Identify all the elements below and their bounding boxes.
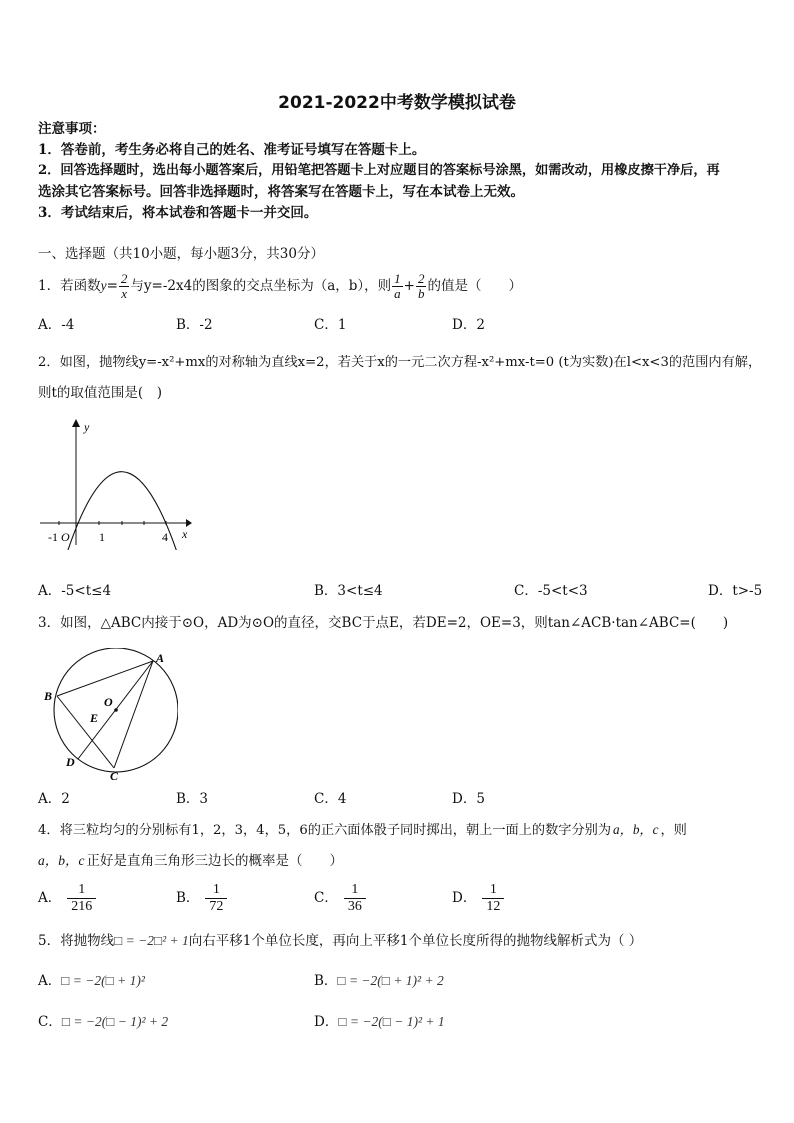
origin-label: O (61, 530, 70, 544)
q1-prefix: 1．若函数 (38, 278, 101, 294)
fraction-numerator: 1 (394, 271, 401, 286)
fraction-numerator: 1 (67, 882, 96, 899)
option-fraction (205, 882, 227, 915)
q1-mid: 与y=-2x4的图象的交点坐标为（a，b），则 (130, 278, 392, 294)
q4-option-a[interactable] (38, 878, 96, 918)
q1-option-c[interactable]: C．1 (314, 317, 347, 333)
q3-option-c[interactable]: C．4 (314, 791, 347, 807)
q4-option-b[interactable] (176, 878, 227, 918)
option-label: B． (314, 973, 338, 989)
notice-item: 1．答卷前，考生务必将自己的姓名、准考证号填写在答题卡上。 (38, 142, 426, 158)
x-axis-arrow (186, 519, 192, 527)
x-label: x (182, 527, 188, 541)
circle-figure (38, 648, 178, 784)
notice-heading: 注意事项： (38, 121, 106, 137)
fraction-numerator: 1 (482, 882, 504, 899)
y-label: y (84, 420, 90, 434)
option-fraction (67, 882, 96, 915)
q5-option-a[interactable] (38, 972, 145, 990)
section-heading: 一、选择题（共10小题，每小题3分，共30分） (38, 246, 324, 262)
option-expression: □ = −2(□ − 1)² + 1 (338, 1014, 445, 1029)
fraction-numerator: 2 (120, 271, 128, 286)
q1-fraction-3 (416, 272, 427, 301)
point-a-label: A (156, 651, 165, 665)
center-point (114, 708, 118, 712)
option-expression: □ = −2(□ + 1)² + 2 (337, 973, 444, 988)
q4-line-1 (38, 821, 687, 840)
fraction-denominator: 216 (71, 899, 93, 914)
y-axis-arrow (72, 419, 80, 427)
fraction-denominator: 72 (209, 899, 224, 914)
point-c-label: C (110, 769, 119, 783)
fraction-numerator: 1 (344, 882, 366, 899)
q4-then: ，则 (660, 823, 687, 838)
q1-eq: = (106, 278, 118, 294)
option-expression: □ = −2(□ − 1)² + 2 (61, 1014, 169, 1029)
q3-option-b[interactable]: B．3 (176, 791, 209, 807)
tick-label-1: 1 (99, 530, 105, 544)
fraction-denominator: 36 (347, 899, 362, 914)
q1-y: y (100, 278, 107, 293)
option-label: C． (38, 1014, 62, 1030)
q1-suffix: 的值是（ ） (427, 278, 522, 294)
q2-option-b[interactable]: B．3<t≤4 (314, 583, 383, 599)
option-label: C． (314, 890, 338, 906)
point-d-label: D (66, 755, 75, 769)
q1-option-b[interactable]: B．-2 (176, 317, 213, 333)
q2-option-d[interactable]: D．t>-5 (708, 583, 763, 599)
fraction-denominator: x (121, 286, 128, 301)
q2-line-2: 则t的取值范围是( ) (38, 385, 162, 401)
q4-line-2 (38, 852, 343, 870)
option-expression: □ = −2(□ + 1)² (61, 973, 145, 988)
question-1 (38, 272, 522, 301)
option-label: D． (314, 1014, 339, 1030)
q2-line-1: 2．如图，抛物线y=-x²+mx的对称轴为直线x=2，若关于x的一元二次方程-x²+mx-t=0 (t为实数)在l<x<3的范围内有解， (38, 355, 762, 370)
page-title: 2021-2022中考数学模拟试卷 (278, 93, 516, 113)
notice-item: 2．回答选择题时，选出每小题答案后，用铅笔把答题卡上对应题目的答案标号涂黑，如需改动，用橡皮擦干净后，再 (38, 163, 720, 178)
parabola-graph (36, 415, 196, 550)
q5-option-d[interactable] (314, 1013, 445, 1031)
q4-text: 4．将三粒均匀的分别标有1，2，3，4，5，6的正六面体骰子同时掷出，朝上一面上的数字分别为 (38, 823, 612, 838)
q4-text: 正好是直角三角形三边长的概率是（ ） (86, 853, 343, 869)
q5-prefix: 5．将抛物线 (38, 933, 115, 949)
option-label: A． (38, 973, 62, 989)
tick-label-neg1: -1 (48, 530, 58, 544)
option-label: A． (38, 890, 62, 906)
q2-option-c[interactable]: C．-5<t<3 (514, 583, 588, 599)
q1-option-a[interactable]: A．-4 (38, 317, 75, 333)
q1-fraction-1 (119, 272, 130, 301)
q4-vars: a，b，c (613, 822, 659, 837)
option-label: B． (176, 890, 200, 906)
q4-option-c[interactable] (314, 878, 366, 918)
option-fraction (344, 882, 366, 915)
q1-plus: + (403, 278, 415, 294)
point-e-label: E (90, 711, 99, 725)
q5-text (38, 932, 642, 950)
fraction-denominator: 12 (486, 899, 501, 914)
tick-label-4: 4 (162, 530, 168, 544)
q5-option-b[interactable] (314, 972, 444, 990)
point-o-label: O (104, 695, 113, 709)
notice-item: 3．考试结束后，将本试卷和答题卡一并交回。 (38, 205, 318, 221)
point-b-label: B (44, 689, 53, 703)
fraction-denominator: a (394, 286, 401, 301)
q1-option-d[interactable]: D．2 (452, 317, 485, 333)
q3-text: 3．如图，△ABC内接于⊙O，AD为⊙O的直径，交BC于点E，若DE=2，OE=3，则tan∠ACB·tan∠ABC=( ) (38, 615, 729, 631)
q4-vars: a，b，c (38, 853, 85, 868)
fraction-denominator: b (417, 286, 425, 301)
q3-option-d[interactable]: D．5 (452, 791, 485, 807)
fraction-numerator: 2 (417, 271, 425, 286)
option-label: D． (452, 890, 477, 906)
q4-option-d[interactable] (452, 878, 504, 918)
notice-item: 选涂其它答案标号。回答非选择题时，将答案写在答题卡上，写在本试卷上无效。 (38, 184, 524, 200)
q5-suffix: 向右平移1个单位长度，再向上平移1个单位长度所得的抛物线解析式为（ ） (188, 933, 643, 949)
q2-option-a[interactable]: A．-5<t≤4 (38, 583, 112, 599)
option-fraction (482, 882, 504, 915)
fraction-numerator: 1 (205, 882, 227, 899)
q5-option-c[interactable] (38, 1013, 168, 1031)
segment-ac (114, 661, 153, 768)
q1-fraction-2 (392, 272, 403, 301)
q3-option-a[interactable]: A．2 (38, 791, 70, 807)
q5-formula: □ = −2□² + 1 (114, 933, 189, 948)
